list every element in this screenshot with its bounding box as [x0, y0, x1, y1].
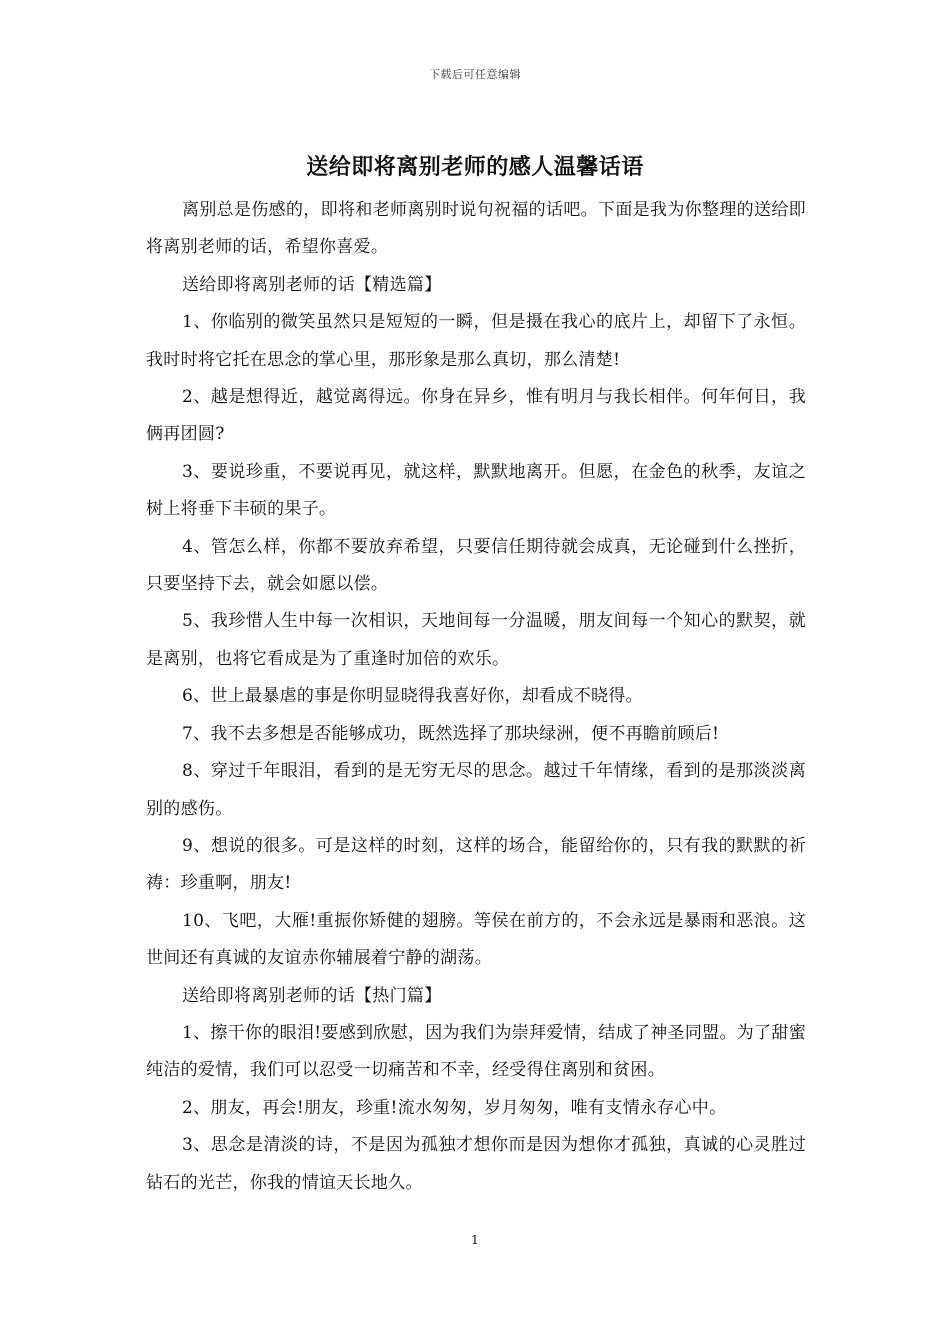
list-item: 9、想说的很多。可是这样的时刻，这样的场合，能留给你的，只有我的默默的祈祷：珍重啊，朋友! — [146, 835, 806, 894]
intro-paragraph: 离别总是伤感的，即将和老师离别时说句祝福的话吧。下面是我为你整理的送给即将离别老师的话，希望你喜爱。 — [146, 200, 806, 258]
list-item: 4、管怎么样，你都不要放弃希望，只要信任期待就会成真，无论碰到什么挫折，只要坚持下去，就会如愿以偿。 — [146, 536, 806, 595]
list-item: 1、擦干你的眼泪!要感到欣慰，因为我们为崇拜爱情，结成了神圣同盟。为了甜蜜纯洁的爱情，我们可以忍受一切痛苦和不幸，经受得住离别和贫困。 — [146, 1022, 806, 1081]
list-item: 8、穿过千年眼泪，看到的是无穷无尽的思念。越过千年情缘，看到的是那淡淡离别的感伤。 — [146, 761, 806, 819]
list-item: 6、世上最暴虐的事是你明显晓得我喜好你，却看成不晓得。 — [182, 686, 643, 707]
document-title: 送给即将离别老师的感人温馨话语 — [306, 154, 644, 180]
list-item: 3、要说珍重，不要说再见，就这样，默默地离开。但愿，在金色的秋季，友谊之树上将垂下丰硕的果子。 — [146, 461, 806, 520]
list-item: 10、飞吧，大雁!重振你矫健的翅膀。等侯在前方的，不会永远是暴雨和恶浪。这世间还有真诚的友谊赤你辅展着宁静的湖荡。 — [146, 910, 806, 969]
header-note: 下载后可任意编辑 — [429, 68, 521, 81]
page-number: 1 — [471, 1233, 479, 1247]
document-body — [146, 192, 806, 1202]
list-item: 2、越是想得近，越觉离得远。你身在异乡，惟有明月与我长相伴。何年何日，我俩再团圆? — [146, 387, 806, 445]
section-heading-popular: 送给即将离别老师的话【热门篇】 — [182, 985, 442, 1006]
list-item: 3、思念是清淡的诗，不是因为孤独才想你而是因为想你才孤独，真诚的心灵胜过钻石的光芒，你我的情谊天长地久。 — [146, 1135, 806, 1193]
section-heading-featured: 送给即将离别老师的话【精选篇】 — [182, 274, 442, 295]
list-item: 2、朋友，再会!朋友，珍重!流水匆匆，岁月匆匆，唯有支情永存心中。 — [182, 1097, 727, 1118]
list-item: 1、你临别的微笑虽然只是短短的一瞬，但是摄在我心的底片上，却留下了永恒。我时时将它托在思念的掌心里，那形象是那么真切，那么清楚! — [146, 312, 806, 370]
list-item: 7、我不去多想是否能够成功，既然选择了那块绿洲，便不再瞻前顾后! — [182, 723, 720, 744]
list-item: 5、我珍惜人生中每一次相识，天地间每一分温暖，朋友间每一个知心的默契，就是离别，也将它看成是为了重逢时加倍的欢乐。 — [146, 611, 806, 669]
